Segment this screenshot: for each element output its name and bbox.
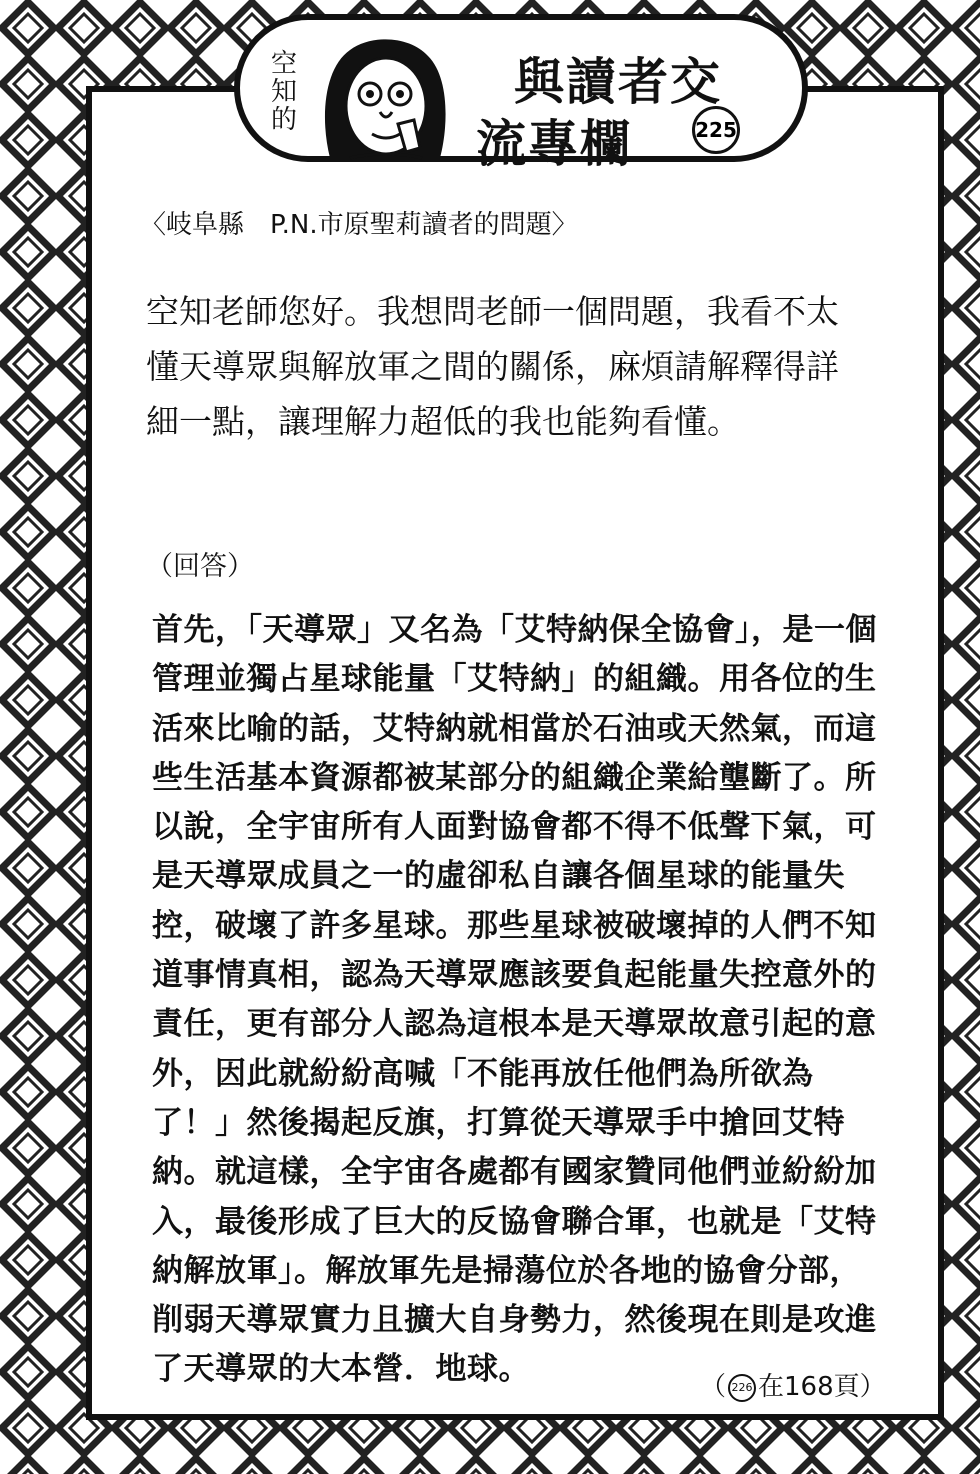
author-caricature-icon [310,28,460,164]
header-side-label: 空 知 的 [270,49,297,135]
header-title-line2: 流專欄 [476,115,632,173]
author-answer: 首先，「天導眾」又名為「艾特納保全協會」，是一個管理並獨占星球能量「艾特納」的組織。用各位的生活來比喻的話，艾特納就相當於石油或天然氣，而這些生活基本資源都被某部分的組織企業給壟斷了。所以說，全宇宙所有人面對協會都不得不低聲下氣，可是天導眾成員之一的虛卻私自讓各個星球的能量失控，破壞了許多星球。那些星球被破壞掉的人們不知道事情真相，認為天導眾應該要負起能量失控意外的責任，更有部分人認為這根本是天導眾故意引起的意外，因此就紛紛高喊「不能再放任他們為所欲為了！」然後揭起反旗，打算從天導眾手中搶回艾特納。就這樣，全宇宙各處都有國家贊同他們並紛紛加入，最後形成了巨大的反協會聯合軍，也就是「艾特納解放軍」。解放軍先是掃蕩位於各地的協會分部，削弱天導眾實力且擴大自身勢力，然後現在則是攻進了天導眾的大本營．地球。 [152,612,877,1388]
reader-source-line: 〈岐阜縣 P.N.市原聖莉讀者的問題〉 [140,210,578,240]
continuation-note: （ 226 在168頁） [700,1372,886,1402]
column-header [234,14,808,173]
page-badge: 226 [728,1374,756,1402]
answer-label: （回答） [146,551,254,582]
issue-number-badge: 225 [692,106,740,154]
header-title-line1: 與讀者交 [514,53,722,111]
reader-question: 空知老師您好。我想問老師一個問題，我看不太懂天導眾與解放軍之間的關係，麻煩請解釋得詳細一點，讓理解力超低的我也能夠看懂。 [146,292,839,441]
